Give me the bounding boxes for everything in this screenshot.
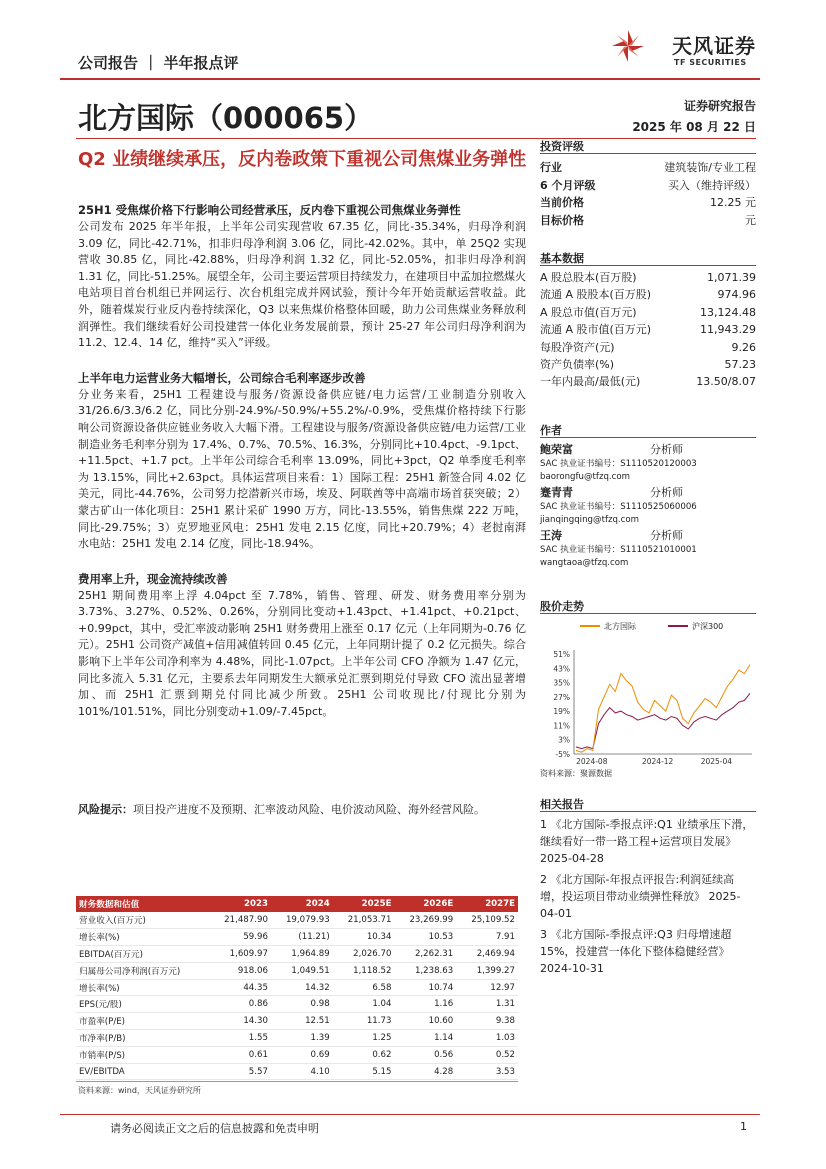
table-cell: 59.96 [209,929,271,946]
author-email[interactable]: wangtaoa@tfzq.com [540,557,629,568]
y-tick-label: 43% [553,664,570,674]
author-name: 蹇青青 [540,486,573,500]
author-entry [540,528,756,569]
series-line-company [576,665,750,753]
table-row-label: EV/EBITDA [76,1063,209,1080]
y-tick-label: 3% [558,735,570,745]
table-row [76,1046,518,1063]
table-cell: 1.31 [456,996,518,1013]
table-row-label: EPS(元/股) [76,996,209,1013]
table-cell: 0.56 [394,1046,456,1063]
page-number: 1 [740,1120,747,1133]
basic-data-panel [540,250,756,391]
table-cell: 1.39 [271,1030,333,1047]
y-tick-label: 19% [553,707,570,717]
legend-label: 沪深300 [692,622,724,631]
table-cell: 21,487.90 [209,912,271,929]
footer-disclaimer: 请务必阅读正文之后的信息披露和免责申明 [110,1122,319,1135]
table-cell: 10.34 [333,929,395,946]
header-rule [60,78,760,80]
table-cell: 1,049.51 [271,962,333,979]
section-heading: 上半年电力运营业务大幅增长，公司综合毛利率逐步改善 [78,370,366,385]
table-cell: 1,609.97 [209,946,271,963]
table-cell: 1.25 [333,1030,395,1047]
table-row-label: 增长率(%) [76,979,209,996]
table-cell: 0.98 [271,996,333,1013]
rating-row: 行业 建筑装饰/专业工程 [540,161,756,174]
rating-row: 目标价格 元 [540,213,756,227]
table-header: 2023 [209,896,271,912]
table-row [76,962,518,979]
table-header: 2025E [333,896,395,912]
table-row-label: 营业收入(百万元) [76,912,209,929]
section-body: 25H1 期间费用率上浮 4.04pct 至 7.78%，销售、管理、研发、财务费用率分别为 3.73%、3.27%、0.52%、0.26%，分别同比变动+1.43pct、+1.41pct、+0.21pct、+0.99pct，其中，受汇率波动影响 25H1 财务费用上涨至 0.17 亿元（上年同期为-0.76 亿元）。25H1 公司资产减值+信用减值转回 0.45 亿元，上年同期计提了 0.2 亿元损失。综合影响下上半年公司净利率为 4.48%，同比-1.07pct。上半年公司 CFO 净额为 1.47 亿元，同比多流入 5.31 亿元，主要系去年同期发生大额承兑汇票到期兑付导致 CFO 流出显著增加、而 25H1 汇票到期兑付同比减少所致。25H1 公司收现比/付现比分别为 101%/101.51%，同比分别变动+1.09/-7.45pct。 [78,588,526,718]
y-tick-label: 27% [553,692,570,702]
table-cell: 1.04 [333,996,395,1013]
related-heading: 相关报告 [540,796,756,812]
table-cell: 11.73 [333,1013,395,1030]
table-row [76,1030,518,1047]
table-row [76,979,518,996]
table-cell: 0.62 [333,1046,395,1063]
authors-heading: 作者 [540,422,756,438]
y-tick-label: 51% [553,650,570,659]
author-email[interactable]: baorongfu@tfzq.com [540,471,630,482]
authors-panel [540,422,756,570]
table-row [76,1013,518,1030]
table-cell: 0.69 [271,1046,333,1063]
y-tick-label: 11% [553,721,570,731]
table-cell: 12.51 [271,1013,333,1030]
author-email[interactable]: jianqingqing@tfzq.com [540,514,640,525]
author-cert: SAC 执业证书编号：S1110520120003 [540,459,697,469]
rating-row: 当前价格 12.25 元 [540,196,756,209]
table-header: 财务数据和估值 [76,896,209,912]
section-body: 公司发布 2025 年半年报，上半年公司实现营收 67.35 亿，同比-35.34%，归母净利润 3.09 亿，同比-42.71%，扣非归母净利润 3.06 亿，同比-42.02%。其中，单 25Q2 实现营收 30.85 亿，同比-42.88%，归母净利润 1.32 亿，同比-52.05%，扣非归母净利润 1.31 亿，同比-51.25%。展望全年，公司主要运营项目持续发力，在建项目中孟加拉燃煤火电站项目首台机组已并网运行、次台机组完成并网试验，预计今年开始贡献运营收益。此外，随着煤炭行业反内卷持续深化，Q3 以来焦煤价格整体回暖，助力公司焦煤业务释放利润弹性。我们继续看好公司投建营一体化业务发展前景，预计 25-27 年公司归母净利润为 11.2、12.4、14 亿，维持“买入”评级。 [78,220,526,350]
main-body [78,202,526,720]
author-role: 分析师 [650,443,683,456]
brand-name-en: TF SECURITIES [674,58,747,67]
table-header: 2026E [394,896,456,912]
table-cell: 25,109.52 [456,912,518,929]
table-row-label: 增长率(%) [76,929,209,946]
author-cert: SAC 执业证书编号：S1110521010001 [540,545,697,556]
table-cell: 1.16 [394,996,456,1013]
related-item[interactable]: 2 《北方国际-年报点评报告:利润延续高增，投运项目带动业绩弹性释放》 2025-04-01 [540,873,741,920]
table-row-label: EBITDA(百万元) [76,946,209,963]
table-cell: 918.06 [209,962,271,979]
author-role: 分析师 [650,486,683,500]
table-cell: 2,469.94 [456,946,518,963]
table-cell: 5.15 [333,1063,395,1080]
basic-data-heading: 基本数据 [540,250,756,266]
table-header: 2024 [271,896,333,912]
table-cell: 7.91 [456,929,518,946]
table-cell: 10.60 [394,1013,456,1030]
basic-row: A 股总股本(百万股) 1,071.39 [540,271,756,284]
stock-chart [540,618,756,768]
table-cell: 10.74 [394,979,456,996]
research-type: 证券研究报告 [683,99,756,113]
x-tick-label: 2024-12 [641,757,674,766]
basic-row: 流通 A 股市值(百万元) 11,943.29 [540,323,756,337]
table-row-label: 市销率(P/S) [76,1046,209,1063]
table-cell: 44.35 [209,979,271,996]
x-tick-label: 2025-04 [700,757,733,766]
table-cell: 1,399.27 [456,962,518,979]
risk-label: 风险提示： [78,803,133,816]
basic-row: 一年内最高/最低(元) 13.50/8.07 [540,375,756,389]
author-name: 鲍荣富 [540,443,573,456]
table-row [76,929,518,946]
y-tick-label: 35% [553,678,570,688]
basic-row: 每股净资产(元) 9.26 [540,340,756,354]
table-cell: 9.38 [456,1013,518,1030]
table-cell: 1.14 [394,1030,456,1047]
rating-row: 6 个月评级 买入（维持评级） [540,178,756,192]
table-cell: (11.21) [271,929,333,946]
author-entry [540,442,756,483]
table-cell: 5.57 [209,1063,271,1080]
table-row-label: 市净率(P/B) [76,1030,209,1047]
table-cell: 12.97 [456,979,518,996]
stock-chart-panel [540,598,756,779]
table-cell: 1,118.52 [333,962,395,979]
risk-text: 项目投产进度不及预期、汇率波动风险、电价波动风险、海外经营风险。 [133,803,485,816]
table-cell: 10.53 [394,929,456,946]
table-cell: 1.03 [456,1030,518,1047]
report-type: 公司报告 ｜ 半年报点评 [78,54,239,72]
table-cell: 1,964.89 [271,946,333,963]
rating-heading: 投资评级 [540,138,756,154]
footer-rule [60,1114,760,1115]
author-entry [540,485,756,526]
table-row [76,996,518,1013]
table-cell: 14.32 [271,979,333,996]
basic-row: A 股总市值(百万元) 13,124.48 [540,305,756,319]
author-cert: SAC 执业证书编号：S1110525060006 [540,502,697,513]
basic-row: 资产负债率(%) 57.23 [540,358,756,372]
section-body: 分业务来看，25H1 工程建设与服务/资源设备供应链/电力运营/工业制造分别收入 31/26.6/3.3/6.2 亿，同比分别-24.9%/-50.9%/+55.2%/-0.9%，受焦煤价格持续下行影响公司资源设备供应链业务收入大幅下滑。工程建设与服务/资源设备供应链/电力运营/工业制造业务毛利率分别为 17.4%、0.7%、70.5%、16.3%，分别同比+10.4pct、-9.1pct、+11.5pct、+1.7 pct。上半年公司综合毛利率 13.09%，同比+3pct，Q2 单季度毛利率为 13.15%，同比+2.63pct。具体运营项目来看：1）国际工程：25H1 新签合同 4.02 亿美元，同比-44.76%，公司努力挖潜新兴市场，埃及、阿联酋等中高端市场首获突破；2）蒙古矿山一体化项目：25H1 累计采矿 1990 万方，同比-13.55%，销售焦煤 222 万吨，同比-29.75%；3）克罗地亚风电：25H1 发电 2.15 亿度，同比+20.79%；4）老挝南湃水电站：25H1 发电 2.14 亿度，同比-18.94%。 [78,387,526,551]
table-row-label: 市盈率(P/E) [76,1013,209,1030]
table-row [76,912,518,929]
table-cell: 0.52 [456,1046,518,1063]
section-heading: 费用率上升，现金流持续改善 [78,571,228,586]
brand-name: 天风证券 [672,34,756,58]
basic-row: 流通 A 股股本(百万股) 974.96 [540,288,756,302]
related-reports-panel [540,796,756,977]
company-name: 北方国际（000065） [78,101,374,135]
report-date: 2025 年 08 月 22 日 [632,120,756,134]
related-item[interactable]: 3 《北方国际-季报点评:Q3 归母增速超 15%，投建营一体化下整体稳健经营》 2024-10-31 [540,928,732,975]
table-cell: 0.86 [209,996,271,1013]
table-cell: 6.58 [333,979,395,996]
table-cell: 3.53 [456,1063,518,1080]
table-cell: 23,269.99 [394,912,456,929]
x-tick-label: 2024-08 [576,757,608,766]
table-source: 资料来源：wind，天风证券研究所 [78,1086,201,1095]
table-cell: 14.30 [209,1013,271,1030]
table-cell: 4.10 [271,1063,333,1080]
table-cell: 21,053.71 [333,912,395,929]
table-cell: 2,262.31 [394,946,456,963]
rating-panel [540,138,756,229]
author-name: 王涛 [540,529,562,543]
section-heading: 25H1 受焦煤价格下行影响公司经营承压，反内卷下重视公司焦煤业务弹性 [78,203,461,217]
table-row-label: 归属母公司净利润(百万元) [76,962,209,979]
y-tick-label: -5% [555,750,570,759]
table-cell: 2,026.70 [333,946,395,963]
related-item[interactable]: 1 《北方国际-季报点评:Q1 业绩承压下滑，继续看好一带一路工程+运营项目发展》 2025-04-28 [540,818,754,865]
table-cell: 1,238.63 [394,962,456,979]
table-cell: 0.61 [209,1046,271,1063]
table-header: 2027E [456,896,518,912]
chart-source: 资料来源：聚源数据 [540,769,612,778]
stock-chart-heading: 股价走势 [540,598,756,614]
table-source-rule [76,1081,518,1082]
table-cell: 1.55 [209,1030,271,1047]
table-header-row [76,896,518,912]
legend-label: 北方国际 [604,622,636,631]
table-row [76,946,518,963]
table-cell: 19,079.93 [271,912,333,929]
financial-table [76,896,518,1080]
table-cell: 4.28 [394,1063,456,1080]
report-title: Q2 业绩继续承压，反内卷政策下重视公司焦煤业务弹性 [78,149,527,170]
risk-notice [78,801,526,818]
table-row [76,1063,518,1080]
author-role: 分析师 [650,529,683,543]
